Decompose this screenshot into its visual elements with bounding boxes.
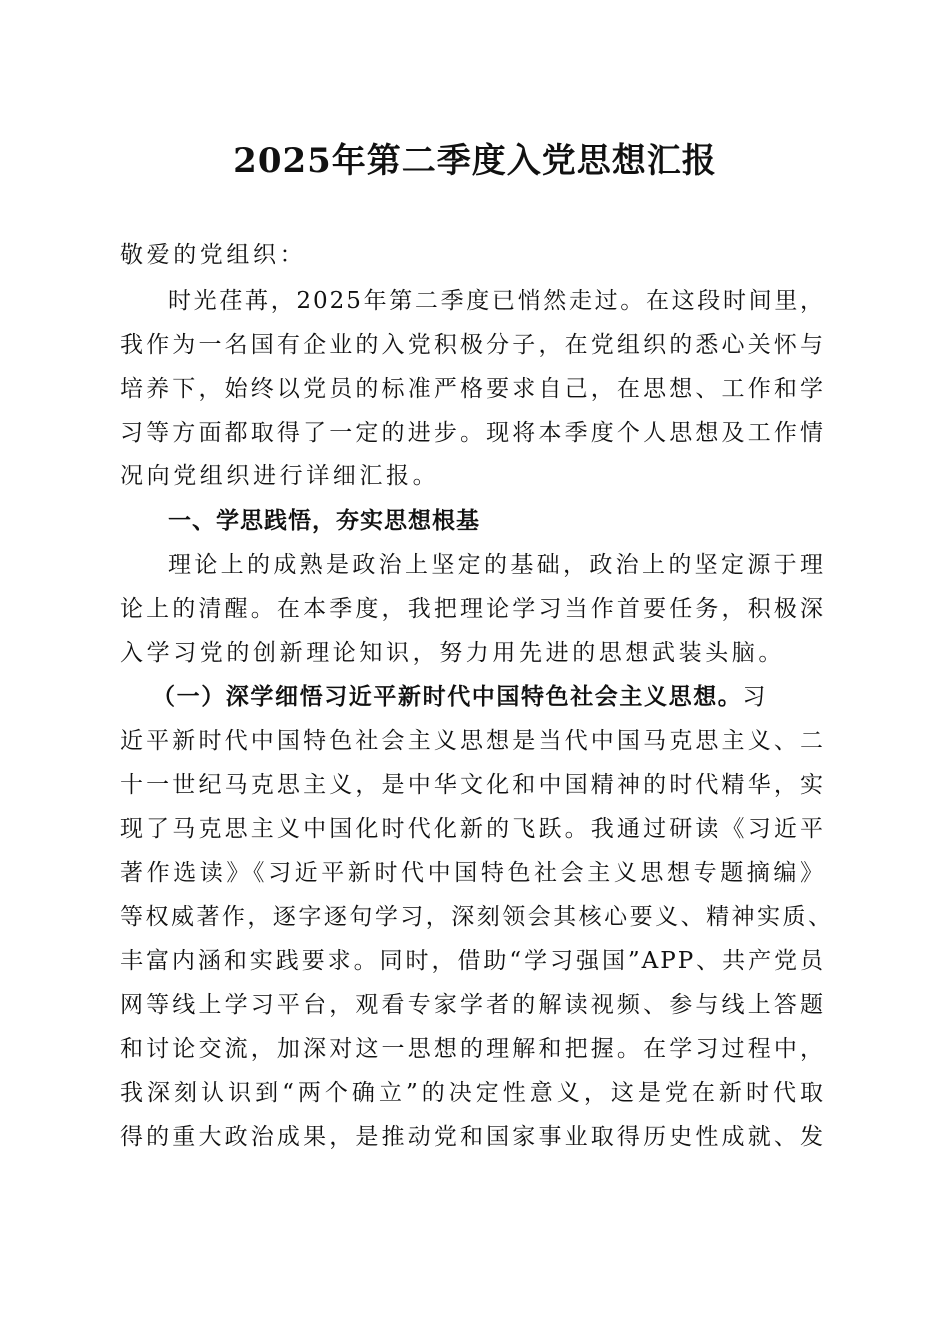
paragraph-line: 著作选读》《习近平新时代中国特色社会主义思想专题摘编》: [120, 860, 825, 886]
subsection-line: [152, 682, 767, 712]
subsection-heading: （一）深学细悟习近平新时代中国特色社会主义思想。: [152, 683, 743, 710]
paragraph-line: 丰富内涵和实践要求。同时，借助“学习强国”APP、共产党员: [120, 948, 825, 974]
section-heading: 一、学思践悟，夯实思想根基: [168, 508, 480, 534]
subsection-tail: 习: [742, 684, 768, 710]
document-title: 2025年第二季度入党思想汇报: [233, 141, 717, 181]
paragraph-line: 网等线上学习平台，观看专家学者的解读视频、参与线上答题: [120, 992, 825, 1018]
paragraph-line: 我深刻认识到“两个确立”的决定性意义，这是党在新时代取: [120, 1080, 825, 1106]
paragraph-line: 时光荏苒，2025年第二季度已悄然走过。在这段时间里，: [168, 288, 825, 314]
paragraph-line: 况向党组织进行详细汇报。: [120, 463, 440, 489]
salutation: 敬爱的党组织：: [120, 242, 307, 268]
paragraph-line: 等权威著作，逐字逐句学习，深刻领会其核心要义、精神实质、: [120, 904, 832, 930]
paragraph-line: 现了马克思主义中国化时代化新的飞跃。我通过研读《习近平: [120, 816, 825, 842]
paragraph-line: 得的重大政治成果，是推动党和国家事业取得历史性成就、发: [120, 1124, 825, 1150]
paragraph-line: 我作为一名国有企业的入党积极分子，在党组织的悉心关怀与: [120, 332, 825, 358]
paragraph-line: 习等方面都取得了一定的进步。现将本季度个人思想及工作情: [120, 420, 825, 446]
paragraph-line: 理论上的成熟是政治上坚定的基础，政治上的坚定源于理: [168, 552, 825, 578]
paragraph-line: 论上的清醒。在本季度，我把理论学习当作首要任务，积极深: [120, 596, 825, 622]
paragraph-line: 十一世纪马克思主义，是中华文化和中国精神的时代精华，实: [120, 772, 825, 798]
paragraph-line: 入学习党的创新理论知识，努力用先进的思想武装头脑。: [120, 640, 785, 666]
paragraph-line: 近平新时代中国特色社会主义思想是当代中国马克思主义、二: [120, 728, 825, 754]
paragraph-line: 和讨论交流，加深对这一思想的理解和把握。在学习过程中，: [120, 1036, 825, 1062]
paragraph-line: 培养下，始终以党员的标准严格要求自己，在思想、工作和学: [120, 376, 825, 402]
